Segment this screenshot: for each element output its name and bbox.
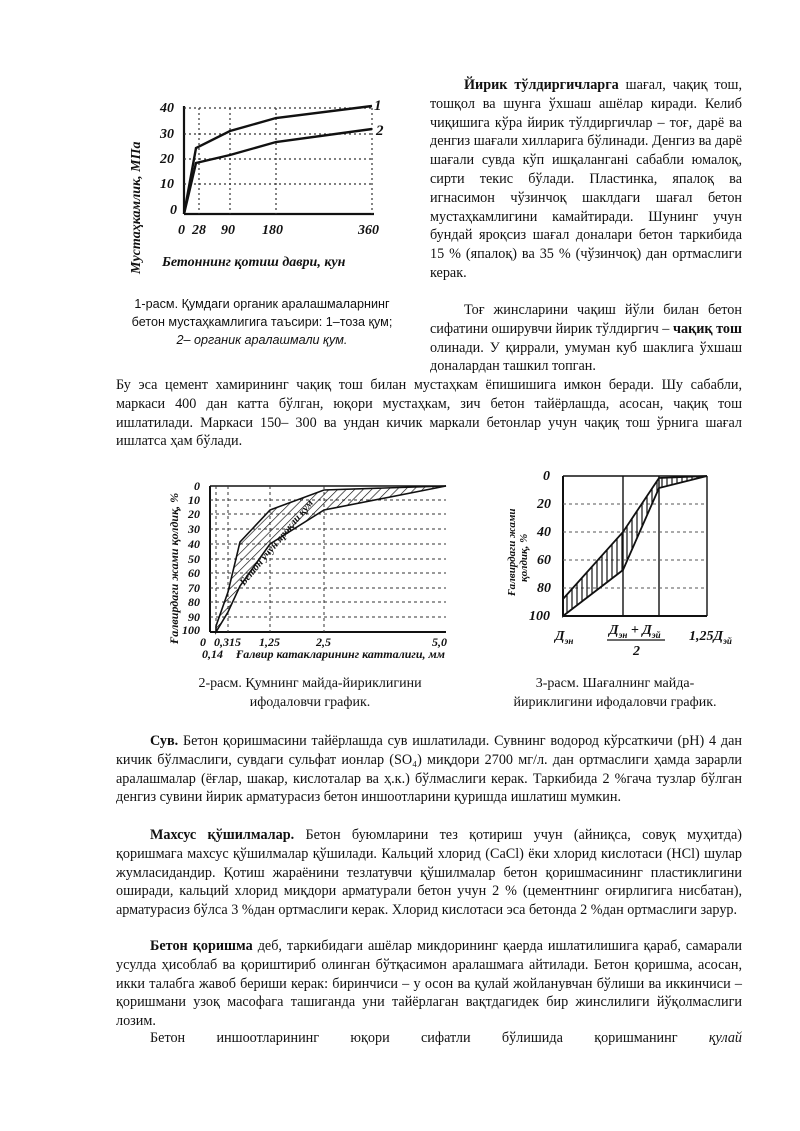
caption-line: 1-расм. Қумдаги органик аралашмаларнинг [134,297,390,311]
y-tick: 40 [160,101,174,116]
x-tick: 360 [358,223,379,238]
y-tick: 20 [188,507,200,521]
x-axis-label: Ғалвир катакларининг катталиги, мм [236,647,445,661]
paragraph-text: Бу эса цемент хамирининг чақиқ тош билан мустаҳкам ёпишишига имкон беради. Шу сабабли, маркаси 400 дан катта бўлган, юқори мустаҳкам, зич бетон тайёрлашда, асосан, чақиқ тош ишлатилади. Маркаси 150– 300 ва ундан кичик маркали бетонлар учун чақиқ тош ўрнига шағал ишлатса ҳам бўлади. [116,377,742,450]
figure-2 [166,474,462,664]
x-tick: 0 [200,635,206,649]
y-tick: 0 [170,203,177,218]
y-tick: 10 [160,177,174,192]
paragraph-italic-word: қулай [708,1030,743,1046]
figure-2-caption [160,674,460,712]
x-tick: 28 [192,223,206,238]
paragraph-text: Бетон буюмларини тез қотириш учун (айниқса, совуқ муҳитда) қоришмага махсус қўшилмалар қўшилади. Кальций хлорид (CaCl) ёки хлорид кислотаси (HCl) шулар жумласидандир. Қотиш жараёнини тезлатувчи қўшилмалар бетон қоришмасининг пластиклигини оширади, кальций хлорид миқдори арматурали бетон учун 2 % (цементнинг оғирлигига нисбатан), арматурасиз бўлса 3 %дан ортмаслиги керак. Хлорид кислотаси эса бетонда 2 %дан ортмаслиги зарур. [116,827,743,919]
paragraph-text: шағал, чақиқ тош, тошқол ва шунга ўхшаш ашёлар киради. Келиб чиқишига кўра йирик тўлдиргичлар – тоғ, дарё ва денгиз шағали хилларига бўлинади. Денгиз ва дарё шағали сувда кўп ишқаланганi сабабли юмалоқ, сирти текис бўлади. Пластинка, япалоқ ва игнасимон чўзинчоқ шаклдаги шағал бетон мустаҳкамлигини камайтиради. Шунинг учун бундай яроқсиз шағал доналари бетон таркибида 15 % (япалоқ) ва 35 % (чўзинчоқ) дан ортмаслиги керак. [430,77,743,281]
y-tick: 10 [188,493,200,507]
y-tick: 20 [160,152,174,167]
paragraph-water [116,732,742,807]
x-tick: 0,315 [214,635,241,649]
x-tick: 0,14 [202,647,223,661]
y-axis-label: Мустаҳкамлик, МПа [129,141,144,274]
band-label: Бетон учун яроқли қум [237,497,316,588]
figure-3 [505,466,745,666]
y-tick: 90 [188,610,200,624]
y-tick: 0 [543,469,550,484]
y-axis-label: Ғалвирдаги жами [506,508,518,596]
y-tick: 30 [188,522,200,536]
paragraph-text: деб, таркибидаги ашёлар микдорининг қаерда ишлатилишига қараб, самарали усулда ҳисоблаб ва қориштириб олинган бўтқасимон аралашмага айтилади. Бетон қоришма, асосан, икки талабга жавоб бериши керак: биринчиси – у осон ва қулай жойланувчан бўлиши ва иккинчиси – қоришмани узоқ масофага ташиганда уни тайёрлаган вақтдагидек бир жинслилиги йўқолмаслиги лозим. [116,938,742,1030]
y-tick: 80 [188,595,200,609]
y-tick: 80 [537,581,551,596]
x-tick: 2 [633,644,640,659]
caption-line: 2-расм. Қумнинг майда-йириклигини [198,676,422,691]
y-tick: 100 [182,623,200,637]
suitable-gravel-band [563,476,707,616]
y-tick: 60 [188,566,200,580]
x-tick: $Д_{эн}$ [555,629,574,646]
x-axis-label: Бетоннинг қотиш даври, кун [162,255,346,270]
figure-3-chart [505,466,745,666]
curve-label: 2 [376,123,384,139]
paragraph-bold-term: Сув. [150,733,179,749]
paragraph-text: Тоғ жинсларини чақиш йўли билан бетон сифатини оширувчи йирик тўлдиргич – [430,302,742,337]
paragraph-text: олинади. У қиррали, умуман куб шаклига ўхшаш доналардан ташкил топган. [430,339,742,375]
x-tick: 180 [262,223,283,238]
caption-line: ифодаловчи график. [249,695,371,710]
y-tick: 50 [188,552,200,566]
figure-3-caption [484,674,746,712]
paragraph-text: Бетон қоришмасини тайёрлашда сув ишлатилади. Сувнинг водород кўрсаткичи (pH) 4 дан кичик бўлмаслиги, сувдаги сульфат ионлар (SO₄) миқдори 2700 мг/л. дан ортмаслиги ҳамда зарарли аралашмалар (ёғлар, шакар, кислоталар ва ҳ.к.) бўлмаслиги керак. Таркибида 2 %гача тузлар бўлган денгиз сувини йирик арматурасиз бетон иншоотларини қуришда ишлатиш мумкин. [116,733,742,806]
y-tick: 40 [537,525,551,540]
paragraph-bold-term: Махсус қўшилмалар. [150,827,295,843]
paragraph-last-line [116,1029,742,1048]
y-tick: 70 [188,581,200,595]
x-tick: 5,0 [432,635,447,649]
caption-line: бетон мустаҳкамлигига таъсири: 1–тоза қум; [131,315,393,329]
caption-line: 2– органик аралашмали қум. [176,333,348,347]
y-tick: 100 [529,609,550,624]
caption-line: йириклигини ифодаловчи график. [513,695,717,710]
y-tick: 40 [188,537,200,551]
figure-2-chart [166,474,462,664]
paragraph-concrete-mix [116,937,742,1031]
figure-1 [112,96,402,296]
x-tick: 0 [178,223,185,238]
paragraph-coarse-aggregates [430,76,742,283]
caption-line: 3-расм. Шағалнинг майда- [535,676,695,691]
paragraph-crushed-stone-start [430,301,742,376]
figure-1-chart [112,96,402,296]
x-tick: 2,5 [316,635,331,649]
figure-1-caption [112,295,412,349]
y-tick: 0 [194,479,200,493]
paragraph-admixtures [116,826,742,920]
paragraph-bold-term: чақиқ тош [672,320,742,337]
x-tick: 90 [221,223,235,238]
paragraph-crushed-stone-cont [116,376,742,451]
curve-2 [184,129,372,214]
x-tick: $Д_{эн} + Д_{эй}$ [609,623,661,640]
x-tick: 1,25 [259,635,280,649]
y-tick: 60 [537,553,551,568]
y-axis-label: Ғалвирдаги жами қолдиқ, % [167,492,181,644]
paragraph-bold-term: Йирик тўлдиргичларга [464,77,619,93]
y-tick: 20 [537,497,551,512]
curve-label: 1 [374,98,382,114]
paragraph-text: Бетон иншоотларининг юқори сифатли бўлишида қоришманинг [150,1030,678,1046]
x-tick: $1,25Д_{эй}$ [689,629,732,646]
paragraph-bold-term: Бетон қоришма [150,938,253,954]
y-axis-label: қолдиқ, % [518,533,530,582]
y-tick: 30 [160,127,174,142]
